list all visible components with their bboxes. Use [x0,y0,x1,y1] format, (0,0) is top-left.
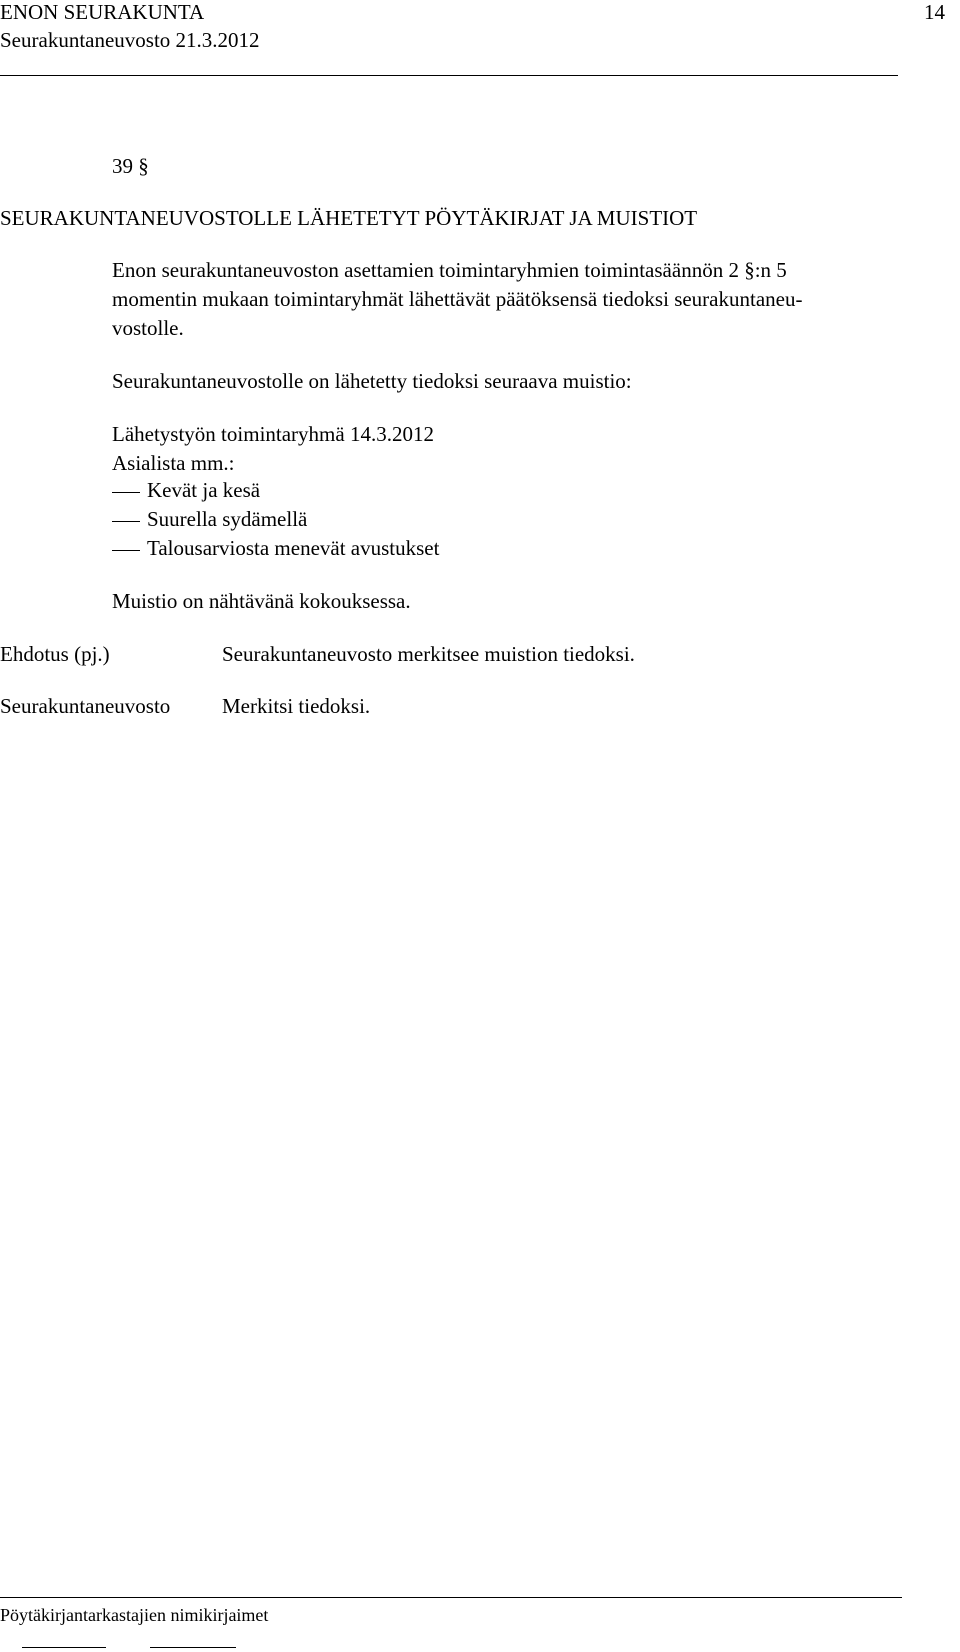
section-number: 39 § [112,154,149,178]
header-meeting: Seurakuntaneuvosto 21.3.2012 [0,28,260,52]
intro-line-3: vostolle. [112,316,184,340]
list-dash-2 [112,521,140,522]
section-title: SEURAKUNTANEUVOSTOLLE LÄHETETYT PÖYTÄKIRJAT JA MUISTIOT [0,206,698,230]
footer-rule [0,1597,902,1598]
decision-text: Merkitsi tiedoksi. [222,694,371,718]
footer-initials-label: Pöytäkirjantarkastajien nimikirjaimet [0,1605,269,1625]
decision-label: Seurakuntaneuvosto [0,694,171,718]
intro-line-1: Enon seurakuntaneuvoston asettamien toimintaryhmien toimintasäännön 2 §:n 5 [112,258,787,282]
memo-title: Lähetystyön toimintaryhmä 14.3.2012 [112,422,434,446]
memo-subtitle: Asialista mm.: [112,451,235,475]
memo-available-text: Muistio on nähtävänä kokouksessa. [112,589,411,613]
proposal-label: Ehdotus (pj.) [0,642,110,666]
memo-item-3: Talousarviosta menevät avustukset [147,536,440,560]
initials-line-1 [22,1647,106,1648]
memo-item-1: Kevät ja kesä [147,478,261,502]
proposal-text: Seurakuntaneuvosto merkitsee muistion tiedoksi. [222,642,635,666]
header-page-number: 14 [924,0,945,24]
header-org: ENON SEURAKUNTA [0,0,205,24]
header-rule [0,75,898,76]
initials-line-2 [150,1647,236,1648]
intro-line-2: momentin mukaan toimintaryhmät lähettävät päätöksensä tiedoksi seurakuntaneu- [112,287,803,311]
list-dash-1 [112,492,140,493]
memo-item-2: Suurella sydämellä [147,507,308,531]
sent-memo-text: Seurakuntaneuvostolle on lähetetty tiedoksi seuraava muistio: [112,369,632,393]
list-dash-3 [112,550,140,551]
